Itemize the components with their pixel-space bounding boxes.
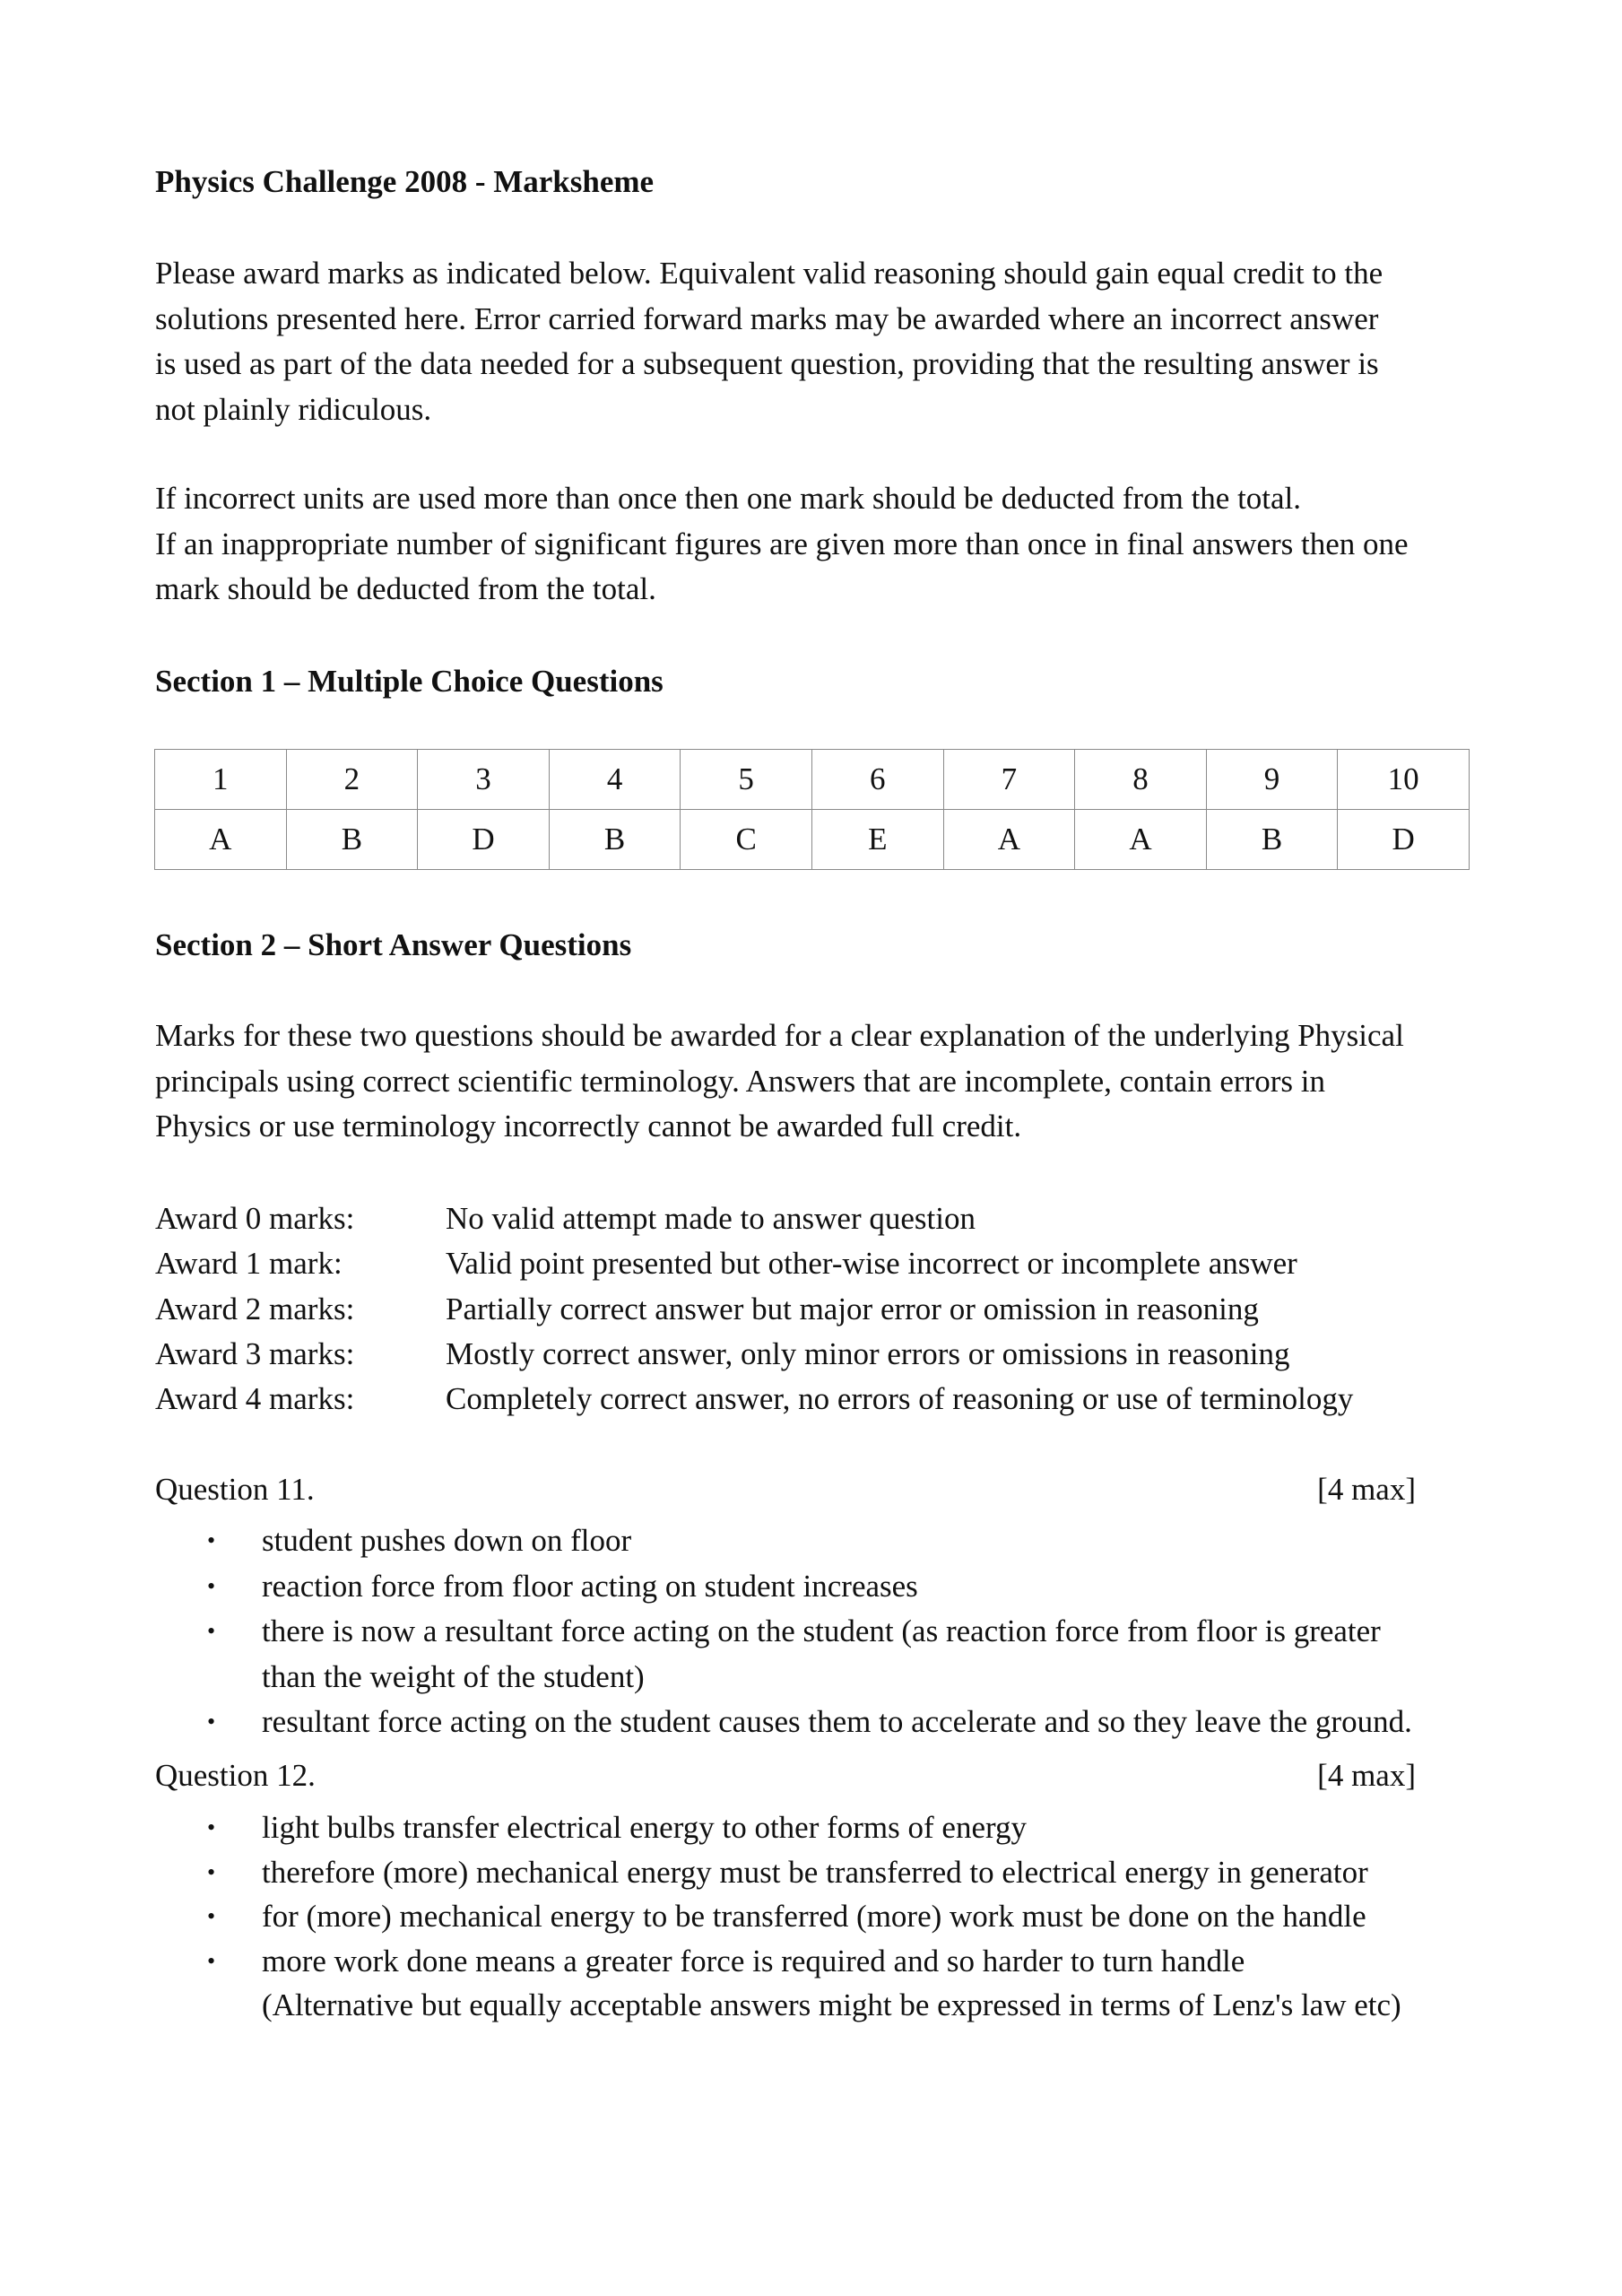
- intro-line: is used as part of the data needed for a subsequent question, providing that the resulting answer is: [155, 346, 1379, 382]
- question-number-cell: 1: [155, 750, 287, 810]
- question-title: Question 12.: [155, 1758, 316, 1793]
- section2-intro-line: Marks for these two questions should be awarded for a clear explanation of the underlying Physical: [155, 1018, 1404, 1053]
- award-row: [155, 1377, 1482, 1422]
- list-item-text: therefore (more) mechanical energy must be transferred to electrical energy in generator: [262, 1854, 1368, 1890]
- answer-cell: D: [418, 810, 550, 870]
- answer-cell: C: [681, 810, 812, 870]
- mcq-answer-table: [154, 749, 1470, 870]
- list-item: [155, 1564, 1500, 1610]
- section2-intro: [155, 1013, 1482, 1150]
- bullet-icon: •: [207, 1527, 216, 1553]
- section2-intro-line: Physics or use terminology incorrectly cannot be awarded full credit.: [155, 1109, 1022, 1144]
- max-marks: [4 max]: [1317, 1758, 1416, 1793]
- answer-row: [155, 810, 1470, 870]
- award-row: [155, 1196, 1482, 1241]
- question-11-header: [155, 1467, 1416, 1512]
- award-description: Valid point presented but other-wise incorrect or incomplete answer: [446, 1246, 1297, 1282]
- answer-cell: A: [155, 810, 287, 870]
- bullet-icon: •: [207, 1572, 216, 1599]
- deductions-line: If incorrect units are used more than once then one mark should be deducted from the total.: [155, 481, 1302, 516]
- answer-cell: D: [1338, 810, 1470, 870]
- answer-cell: B: [1206, 810, 1338, 870]
- list-item: [155, 1518, 1500, 1564]
- answer-cell: B: [549, 810, 681, 870]
- award-row: [155, 1287, 1482, 1332]
- list-item-text: light bulbs transfer electrical energy to other forms of energy: [262, 1810, 1028, 1845]
- list-item-text: there is now a resultant force acting on the student (as reaction force from floor is greater: [262, 1613, 1381, 1648]
- list-item-text: student pushes down on floor: [262, 1523, 632, 1558]
- question-number-row: [155, 750, 1470, 810]
- list-item: [155, 1894, 1500, 1939]
- bullet-icon: •: [207, 1814, 216, 1840]
- page-title-text: Physics Challenge 2008 - Marksheme: [155, 164, 655, 199]
- award-label: Award 1 mark:: [155, 1246, 343, 1282]
- list-item-text: (Alternative but equally acceptable answers might be expressed in terms of Lenz's law etc): [262, 1987, 1401, 2022]
- section2-heading: [155, 923, 1482, 969]
- question-number-cell: 2: [286, 750, 418, 810]
- list-item-note: [155, 1983, 1500, 2028]
- page-title: [155, 160, 1482, 205]
- award-row: [155, 1332, 1482, 1377]
- list-item-text: reaction force from floor acting on student increases: [262, 1568, 918, 1604]
- award-label: Award 4 marks:: [155, 1381, 355, 1417]
- answer-cell: A: [943, 810, 1075, 870]
- intro-line: not plainly ridiculous.: [155, 392, 432, 428]
- list-item-text: more work done means a greater force is required and so harder to turn handle: [262, 1943, 1245, 1979]
- max-marks: [4 max]: [1317, 1472, 1416, 1507]
- question-number-cell: 7: [943, 750, 1075, 810]
- intro-line: solutions presented here. Error carried forward marks may be awarded where an incorrect answer: [155, 300, 1379, 336]
- answer-cell: A: [1075, 810, 1207, 870]
- question-11-points: [155, 1518, 1500, 1745]
- award-row: [155, 1241, 1482, 1286]
- award-description: Partially correct answer but major error or omission in reasoning: [446, 1291, 1259, 1326]
- section1-heading-text: Section 1 – Multiple Choice Questions: [155, 664, 664, 699]
- deductions-paragraph: [155, 476, 1482, 613]
- bullet-icon: •: [207, 1858, 216, 1885]
- question-number-cell: 8: [1075, 750, 1207, 810]
- award-description: Completely correct answer, no errors of reasoning or use of terminology: [446, 1381, 1354, 1417]
- answer-cell: E: [811, 810, 943, 870]
- deductions-line: mark should be deducted from the total.: [155, 571, 656, 607]
- list-item: [155, 1609, 1500, 1655]
- bullet-icon: •: [207, 1618, 216, 1644]
- question-number-cell: 3: [418, 750, 550, 810]
- question-number-cell: 9: [1206, 750, 1338, 810]
- deductions-line: If an inappropriate number of significant figures are given more than once in final answers then one: [155, 526, 1409, 561]
- list-item: [155, 1700, 1500, 1745]
- list-item-continuation: [155, 1655, 1500, 1700]
- award-description: No valid attempt made to answer question: [446, 1201, 976, 1236]
- question-title: Question 11.: [155, 1472, 315, 1507]
- section1-heading: [155, 659, 1482, 705]
- section2-heading-text: Section 2 – Short Answer Questions: [155, 927, 632, 962]
- question-number-cell: 4: [549, 750, 681, 810]
- question-12-header: [155, 1753, 1416, 1798]
- question-number-cell: 5: [681, 750, 812, 810]
- bullet-icon: •: [207, 1903, 216, 1929]
- bullet-icon: •: [207, 1709, 216, 1735]
- award-label: Award 0 marks:: [155, 1201, 355, 1236]
- list-item: [155, 1939, 1500, 1984]
- question-number-cell: 6: [811, 750, 943, 810]
- award-label: Award 2 marks:: [155, 1291, 355, 1326]
- bullet-icon: •: [207, 1947, 216, 1974]
- question-number-cell: 10: [1338, 750, 1470, 810]
- award-label: Award 3 marks:: [155, 1335, 355, 1371]
- award-description: Mostly correct answer, only minor errors or omissions in reasoning: [446, 1335, 1290, 1371]
- section2-intro-line: principals using correct scientific terminology. Answers that are incomplete, contain errors in: [155, 1063, 1325, 1099]
- award-scheme: [155, 1196, 1482, 1422]
- list-item: [155, 1805, 1500, 1850]
- list-item-text: for (more) mechanical energy to be transferred (more) work must be done on the handle: [262, 1899, 1366, 1934]
- list-item-text: resultant force acting on the student causes them to accelerate and so they leave the ground.: [262, 1704, 1412, 1739]
- intro-paragraph: [155, 251, 1482, 433]
- intro-line: Please award marks as indicated below. Equivalent valid reasoning should gain equal credit to the: [155, 256, 1383, 291]
- list-item: [155, 1850, 1500, 1895]
- question-12-points: [155, 1805, 1500, 2028]
- list-item-text: than the weight of the student): [262, 1658, 645, 1694]
- answer-cell: B: [286, 810, 418, 870]
